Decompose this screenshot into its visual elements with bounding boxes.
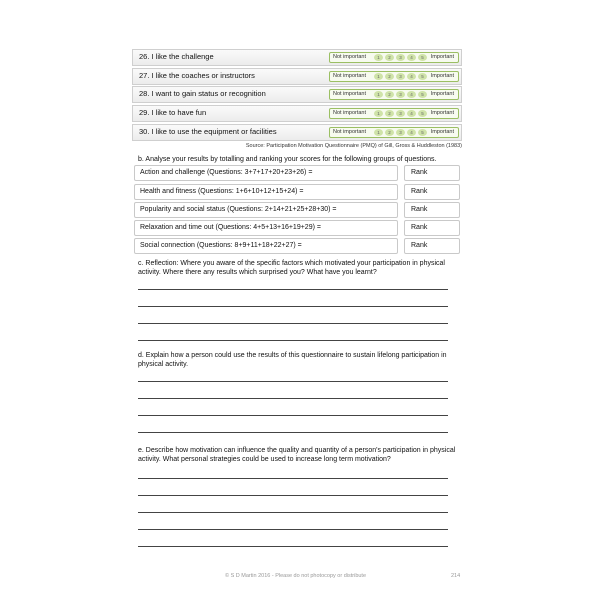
answer-line[interactable] [138,415,448,416]
page-number: 214 [451,573,461,579]
scale-option-1[interactable]: 1 [374,73,383,80]
group-label: Social connection (Questions: 8+9+11+18+22+27) = [140,242,302,249]
question-text: 28. I want to gain status or recognition [139,89,266,98]
scale-high-label: Important [430,129,454,135]
score-total-field[interactable] [134,165,398,181]
scale-option-4[interactable]: 4 [407,73,416,80]
question-row-26 [132,49,462,66]
scale-option-3[interactable]: 3 [396,110,405,117]
section-d-prompt: d. Explain how a person could use the results of this questionnaire to sustain lifelong participation in physical activity. [138,352,447,368]
scale-low-label: Not important [333,73,367,79]
answer-line[interactable] [138,432,448,433]
answer-line[interactable] [138,289,448,290]
scale-option-5[interactable]: 5 [418,73,427,80]
rank-label: Rank [411,188,428,195]
importance-scale[interactable] [329,89,459,100]
source-citation: Source: Participation Motivation Questionnaire (PMQ) of Gill, Gross & Huddleston (1983) [245,143,462,149]
scale-option-2[interactable]: 2 [385,91,394,98]
score-total-field[interactable] [134,220,398,236]
scale-option-3[interactable]: 3 [396,73,405,80]
question-row-29 [132,105,462,122]
scale-low-label: Not important [333,129,367,135]
scale-option-1[interactable]: 1 [374,129,383,136]
rank-label: Rank [411,169,428,176]
answer-line[interactable] [138,512,448,513]
scale-option-5[interactable]: 5 [418,91,427,98]
question-text: 30. I like to use the equipment or facilities [139,127,277,136]
scale-option-3[interactable]: 3 [396,91,405,98]
score-total-field[interactable] [134,184,398,200]
scale-option-5[interactable]: 5 [418,54,427,61]
scale-low-label: Not important [333,54,367,60]
scale-option-1[interactable]: 1 [374,54,383,61]
scale-option-2[interactable]: 2 [385,110,394,117]
scale-option-3[interactable]: 3 [396,129,405,136]
scale-high-label: Important [430,54,454,60]
scale-option-5[interactable]: 5 [418,110,427,117]
importance-scale[interactable] [329,52,459,63]
answer-line[interactable] [138,340,448,341]
rank-label: Rank [411,206,428,213]
question-row-27 [132,68,462,85]
rank-field[interactable] [404,184,460,200]
section-c-prompt: c. Reflection: Where you aware of the specific factors which motivated your participation in physical activity. Where there any results which surprised you? What have you learnt? [138,260,445,276]
scale-option-1[interactable]: 1 [374,91,383,98]
importance-scale[interactable] [329,108,459,119]
answer-line[interactable] [138,478,448,479]
answer-line[interactable] [138,546,448,547]
question-text: 27. I like the coaches or instructors [139,71,255,80]
scale-high-label: Important [430,110,454,116]
rank-label: Rank [411,242,428,249]
answer-line[interactable] [138,529,448,530]
importance-scale[interactable] [329,127,459,138]
scale-option-4[interactable]: 4 [407,129,416,136]
group-label: Health and fitness (Questions: 1+6+10+12+15+24) = [140,188,304,195]
scale-low-label: Not important [333,110,367,116]
answer-line[interactable] [138,398,448,399]
scale-low-label: Not important [333,91,367,97]
answer-line[interactable] [138,381,448,382]
question-text: 29. I like to have fun [139,108,207,117]
section-e-prompt: e. Describe how motivation can influence the quality and quantity of a person's participation in physical activity. What personal strategies could be used to increase long term motivation? [138,447,456,463]
question-text: 26. I like the challenge [139,52,214,61]
scale-option-5[interactable]: 5 [418,129,427,136]
score-total-field[interactable] [134,238,398,254]
scale-option-2[interactable]: 2 [385,54,394,61]
answer-line[interactable] [138,323,448,324]
copyright-notice: © S D Martin 2016 - Please do not photocopy or distribute [225,573,367,579]
importance-scale[interactable] [329,71,459,82]
rank-field[interactable] [404,202,460,218]
scale-option-1[interactable]: 1 [374,110,383,117]
rank-label: Rank [411,224,428,231]
scale-high-label: Important [430,73,454,79]
score-total-field[interactable] [134,202,398,218]
scale-option-4[interactable]: 4 [407,110,416,117]
rank-field[interactable] [404,238,460,254]
scale-option-2[interactable]: 2 [385,129,394,136]
question-row-30 [132,124,462,141]
group-label: Action and challenge (Questions: 3+7+17+20+23+26) = [140,169,313,176]
group-label: Relaxation and time out (Questions: 4+5+13+16+19+29) = [140,224,321,231]
scale-option-2[interactable]: 2 [385,73,394,80]
group-label: Popularity and social status (Questions: 2+14+21+25+28+30) = [140,206,337,213]
question-row-28 [132,86,462,103]
scale-high-label: Important [430,91,454,97]
scale-option-3[interactable]: 3 [396,54,405,61]
answer-line[interactable] [138,495,448,496]
rank-field[interactable] [404,220,460,236]
section-b-prompt: b. Analyse your results by totalling and ranking your scores for the following groups of questions. [138,156,437,163]
scale-option-4[interactable]: 4 [407,54,416,61]
rank-field[interactable] [404,165,460,181]
scale-option-4[interactable]: 4 [407,91,416,98]
answer-line[interactable] [138,306,448,307]
